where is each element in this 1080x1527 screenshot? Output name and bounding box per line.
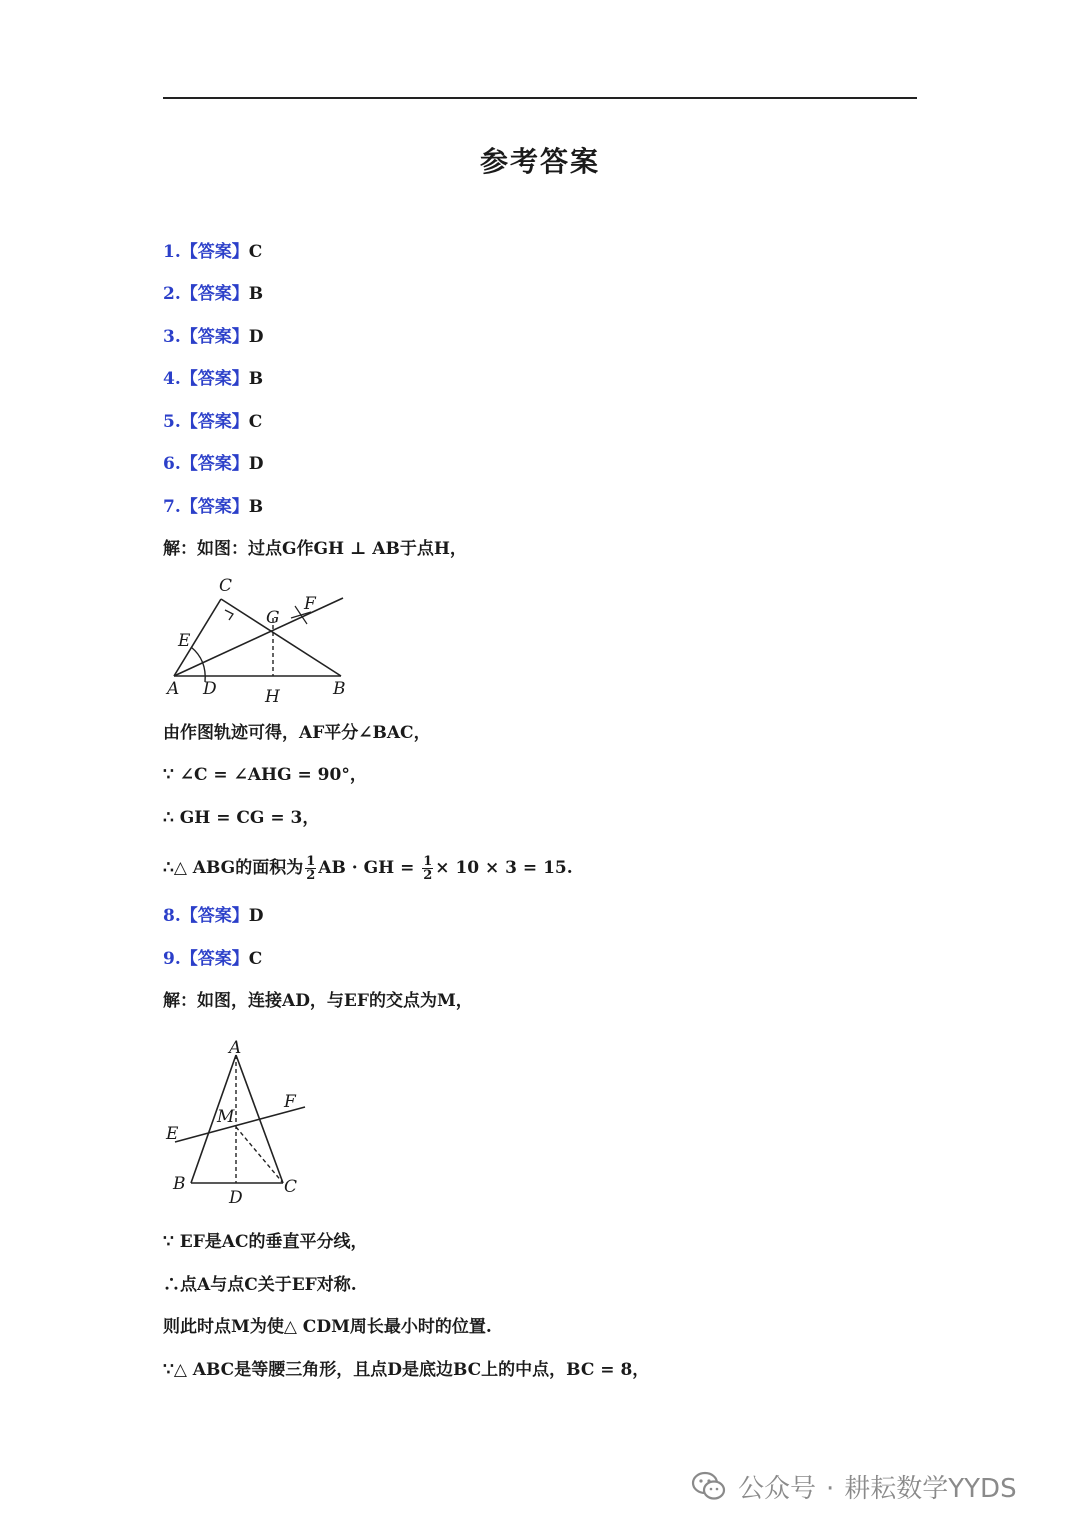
answer-tag: 【答案】 — [180, 369, 249, 389]
answer-number: 7. — [163, 497, 181, 517]
wechat-icon — [690, 1470, 728, 1502]
answer-value: B — [248, 284, 264, 304]
segment-cb — [221, 599, 341, 676]
watermark — [738, 1468, 1017, 1505]
solution-line: ∴ GH = CG = 3， — [163, 808, 320, 828]
answer-number: 2. — [163, 284, 181, 304]
label-e: E — [178, 631, 191, 651]
line-ef — [175, 1107, 305, 1142]
label-h: H — [265, 687, 280, 707]
ray-af — [174, 598, 343, 676]
solution-intro: 解：如图：过点G作GH ⊥ AB于点H， — [163, 539, 467, 559]
answer-number: 9. — [163, 949, 181, 969]
segment-mc — [236, 1127, 283, 1183]
label-m: M — [217, 1107, 235, 1127]
answer-number: 5. — [163, 412, 181, 432]
answer-tag: 【答案】 — [180, 284, 249, 304]
answer-number: 4. — [163, 369, 181, 389]
answer-value: B — [248, 369, 264, 389]
answer-value: C — [248, 242, 263, 262]
right-angle-mark — [225, 610, 233, 620]
answer-value: B — [248, 497, 264, 517]
fraction-one-half — [422, 855, 433, 882]
fraction-numerator: 1 — [306, 854, 316, 869]
solution-line: ∵ ∠C = ∠AHG = 90°， — [163, 765, 367, 785]
answer-line — [163, 325, 264, 349]
answer-value: D — [248, 327, 264, 347]
answer-number: 8. — [163, 906, 181, 926]
answer-tag: 【答案】 — [180, 906, 249, 926]
label-g: G — [266, 608, 280, 628]
answer-tag: 【答案】 — [180, 949, 249, 969]
answer-line — [163, 367, 263, 391]
label-a: A — [229, 1038, 242, 1058]
answer-value: D — [248, 454, 264, 474]
label-f: F — [284, 1092, 296, 1112]
answer-line — [163, 904, 264, 928]
answer-value: C — [248, 949, 263, 969]
header-rule — [163, 97, 917, 99]
figure-isosceles-triangle — [163, 1035, 323, 1210]
watermark-separator: · — [826, 1474, 835, 1504]
answer-line — [163, 410, 262, 434]
label-d: D — [229, 1188, 243, 1208]
solution-line: ∵△ ABC是等腰三角形，且点D是底边BC上的中点，BC = 8， — [163, 1360, 650, 1380]
answer-tag: 【答案】 — [180, 242, 249, 262]
solution-line: ∴点A与点C关于EF对称. — [163, 1275, 357, 1295]
label-e: E — [166, 1124, 179, 1144]
answer-number: 3. — [163, 327, 181, 347]
answer-line — [163, 240, 262, 264]
figure-triangle-abc-bisector — [163, 572, 363, 707]
formula-text: ∴△ ABG的面积为 — [163, 858, 304, 878]
answer-line — [163, 282, 263, 306]
label-d: D — [203, 679, 217, 699]
solution-line: 则此时点M为使△ CDM周长最小时的位置. — [163, 1317, 492, 1337]
area-formula-line — [163, 855, 573, 882]
label-a: A — [167, 679, 180, 699]
answer-number: 6. — [163, 454, 181, 474]
label-c: C — [284, 1177, 298, 1197]
label-b: B — [333, 679, 346, 699]
solution-line: 由作图轨迹可得，AF平分∠BAC， — [163, 723, 431, 743]
fraction-denominator: 2 — [423, 868, 433, 883]
page-title: 参考答案 — [479, 145, 600, 178]
answer-line — [163, 947, 262, 971]
answer-value: D — [248, 906, 264, 926]
watermark-prefix: 公众号 — [738, 1474, 817, 1504]
answer-number: 1. — [163, 242, 181, 262]
formula-text: AB · GH = — [318, 858, 415, 878]
solution-line: ∵ EF是AC的垂直平分线， — [163, 1232, 368, 1252]
answer-tag: 【答案】 — [180, 327, 249, 347]
label-c: C — [219, 576, 233, 596]
answer-tag: 【答案】 — [180, 454, 249, 474]
answer-line — [163, 452, 264, 476]
answer-tag: 【答案】 — [180, 412, 249, 432]
fraction-denominator: 2 — [306, 868, 316, 883]
watermark-name: 耕耘数学YYDS — [844, 1474, 1017, 1504]
formula-text: × 10 × 3 = 15. — [435, 858, 573, 878]
fraction-one-half — [305, 855, 316, 882]
answer-tag: 【答案】 — [180, 497, 249, 517]
answer-line — [163, 495, 263, 519]
label-b: B — [173, 1174, 186, 1194]
solution-intro: 解：如图，连接AD，与EF的交点为M， — [163, 991, 473, 1011]
answer-value: C — [248, 412, 263, 432]
fraction-numerator: 1 — [423, 854, 433, 869]
label-f: F — [304, 594, 316, 614]
